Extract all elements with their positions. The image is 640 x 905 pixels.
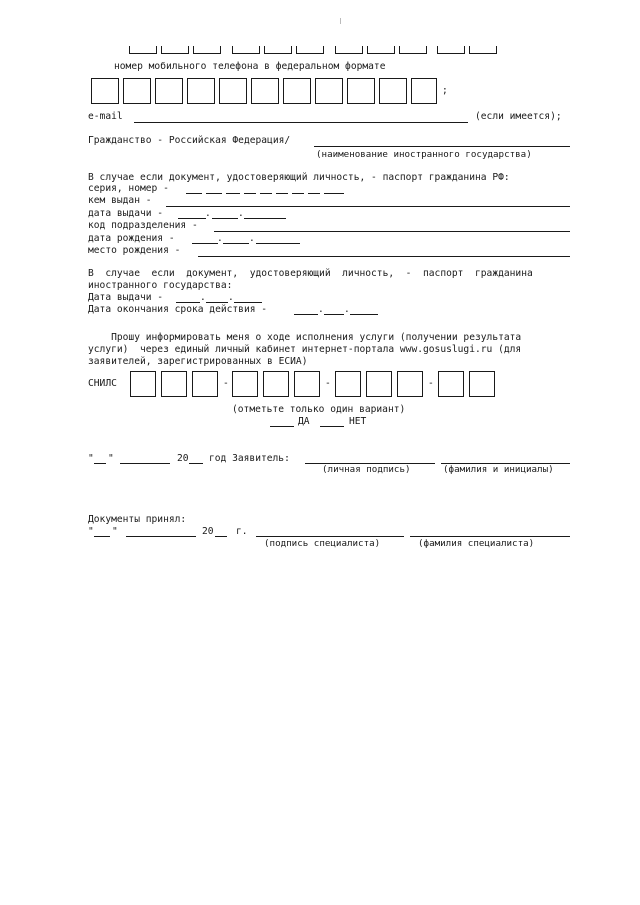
top-box[interactable] — [296, 46, 324, 54]
birth-place-field[interactable] — [198, 256, 570, 257]
phone-digit-box[interactable] — [123, 78, 151, 104]
series-digit-field[interactable] — [186, 193, 202, 194]
series-digit-field[interactable] — [332, 193, 344, 194]
accepted-year-prefix: 20 — [202, 526, 214, 537]
phone-digit-box[interactable] — [411, 78, 437, 104]
date-dot: . — [228, 292, 234, 303]
issue-day-field[interactable] — [178, 218, 206, 219]
top-box[interactable] — [193, 46, 221, 54]
snils-digit-box[interactable] — [294, 371, 320, 397]
snils-digit-box[interactable] — [438, 371, 464, 397]
date-dot: . — [344, 304, 350, 315]
top-box[interactable] — [399, 46, 427, 54]
phone-digit-box[interactable] — [347, 78, 375, 104]
phone-digit-box[interactable] — [379, 78, 407, 104]
snils-digit-box[interactable] — [130, 371, 156, 397]
series-digit-field[interactable] — [276, 193, 288, 194]
foreign-issue-month-field[interactable] — [206, 302, 228, 303]
issued-by-label: кем выдан - — [88, 195, 152, 206]
top-box[interactable] — [161, 46, 189, 54]
top-box[interactable] — [469, 46, 497, 54]
birth-month-field[interactable] — [223, 243, 249, 244]
accepted-title: Документы принял: — [88, 514, 187, 525]
date-dot: . — [249, 233, 255, 244]
accepted-quote-open: " — [88, 526, 94, 537]
applicant-signature-caption: (личная подпись) — [322, 464, 411, 475]
foreign-issue-date-label: Дата выдачи - — [88, 292, 164, 303]
foreign-issue-year-field[interactable] — [234, 302, 262, 303]
phone-digit-box[interactable] — [315, 78, 343, 104]
series-digit-field[interactable] — [226, 193, 240, 194]
citizenship-label: Гражданство - Российская Федерация/ — [88, 135, 291, 146]
date-dot: . — [205, 208, 211, 219]
top-box[interactable] — [367, 46, 395, 54]
specialist-name-field[interactable] — [410, 536, 570, 537]
email-note: (если имеется); — [475, 111, 562, 122]
birth-day-field[interactable] — [192, 243, 218, 244]
phone-digit-box[interactable] — [155, 78, 183, 104]
snils-digit-box[interactable] — [161, 371, 187, 397]
snils-digit-box[interactable] — [192, 371, 218, 397]
division-code-label: код подразделения - — [88, 220, 198, 231]
snils-dash: - — [325, 378, 331, 389]
snils-label: СНИЛС — [88, 378, 117, 389]
date-dot: . — [238, 208, 244, 219]
date-dot: . — [318, 304, 324, 315]
issued-by-field[interactable] — [166, 206, 570, 207]
applicant-day-field[interactable] — [94, 463, 106, 464]
phone-digit-box[interactable] — [187, 78, 215, 104]
top-box[interactable] — [335, 46, 363, 54]
applicant-year-prefix: 20 — [177, 453, 189, 464]
specialist-name-caption: (фамилия специалиста) — [418, 538, 535, 549]
applicant-year-field[interactable] — [189, 463, 203, 464]
citizenship-caption: (наименование иностранного государства) — [316, 149, 532, 160]
notify-line3: заявителей, зарегистрированных в ЕСИА) — [88, 356, 308, 367]
applicant-quote-close: " — [108, 453, 114, 464]
scan-mark — [340, 18, 341, 24]
yes-field[interactable] — [270, 426, 294, 427]
snils-digit-box[interactable] — [366, 371, 392, 397]
specialist-signature-field[interactable] — [256, 536, 404, 537]
top-box[interactable] — [129, 46, 157, 54]
series-digit-field[interactable] — [292, 193, 304, 194]
applicant-month-field[interactable] — [120, 463, 170, 464]
email-label: e-mail — [88, 111, 123, 122]
phone-digit-box[interactable] — [219, 78, 247, 104]
choice-caption: (отметьте только один вариант) — [232, 404, 406, 415]
foreign-passport-intro-line2: иностранного государства: — [88, 280, 233, 291]
foreign-issue-day-field[interactable] — [176, 302, 200, 303]
accepted-year-field[interactable] — [215, 536, 227, 537]
issue-month-field[interactable] — [212, 218, 238, 219]
snils-dash: - — [428, 378, 434, 389]
accepted-quote-close: " — [112, 526, 118, 537]
series-label: серия, номер - — [88, 183, 169, 194]
date-dot: . — [200, 292, 206, 303]
snils-digit-box[interactable] — [469, 371, 495, 397]
top-box[interactable] — [264, 46, 292, 54]
notify-line1: Прошу информировать меня о ходе исполнения услуги (получении результата — [88, 332, 522, 343]
specialist-signature-caption: (подпись специалиста) — [264, 538, 381, 549]
top-box[interactable] — [232, 46, 260, 54]
citizenship-field[interactable] — [314, 146, 570, 147]
birth-date-label: дата рождения - — [88, 233, 175, 244]
applicant-year-suffix: год Заявитель: — [209, 453, 290, 464]
series-digit-field[interactable] — [244, 193, 256, 194]
accepted-day-field[interactable] — [94, 536, 110, 537]
snils-digit-box[interactable] — [232, 371, 258, 397]
series-digit-field[interactable] — [260, 193, 272, 194]
series-digit-field[interactable] — [308, 193, 320, 194]
series-digit-field[interactable] — [206, 193, 222, 194]
snils-digit-box[interactable] — [263, 371, 289, 397]
notify-line2: услуги) через единый личный кабинет интернет-портала www.gosuslugi.ru (для — [88, 344, 522, 355]
issue-year-field[interactable] — [244, 218, 286, 219]
snils-digit-box[interactable] — [335, 371, 361, 397]
no-field[interactable] — [320, 426, 344, 427]
issue-date-label: дата выдачи - — [88, 208, 164, 219]
applicant-quote-open: " — [88, 453, 94, 464]
expiry-day-field[interactable] — [294, 314, 318, 315]
foreign-passport-intro-line1: В случае если документ, удостоверяющий личность, - паспорт гражданина — [88, 268, 533, 279]
phone-digit-box[interactable] — [91, 78, 119, 104]
rf-passport-intro: В случае если документ, удостоверяющий личность, - паспорт гражданина РФ: — [88, 172, 510, 183]
snils-digit-box[interactable] — [397, 371, 423, 397]
accepted-year-suffix: г. — [236, 526, 248, 537]
snils-dash: - — [223, 378, 229, 389]
accepted-month-field[interactable] — [126, 536, 196, 537]
division-code-field[interactable] — [214, 231, 570, 232]
yes-label: ДА — [298, 416, 310, 427]
birth-year-field[interactable] — [256, 243, 300, 244]
birth-place-label: место рождения - — [88, 245, 181, 256]
foreign-expiry-label: Дата окончания срока действия - — [88, 304, 268, 315]
applicant-name-caption: (фамилия и инициалы) — [443, 464, 554, 475]
phone-digit-box[interactable] — [283, 78, 311, 104]
top-box[interactable] — [437, 46, 465, 54]
phone-digit-box[interactable] — [251, 78, 279, 104]
no-label: НЕТ — [349, 416, 367, 427]
email-field[interactable] — [134, 122, 468, 123]
date-dot: . — [217, 233, 223, 244]
expiry-year-field[interactable] — [350, 314, 378, 315]
expiry-month-field[interactable] — [324, 314, 344, 315]
phone-semicolon: ; — [442, 85, 448, 96]
phone-caption: номер мобильного телефона в федеральном формате — [114, 61, 386, 72]
